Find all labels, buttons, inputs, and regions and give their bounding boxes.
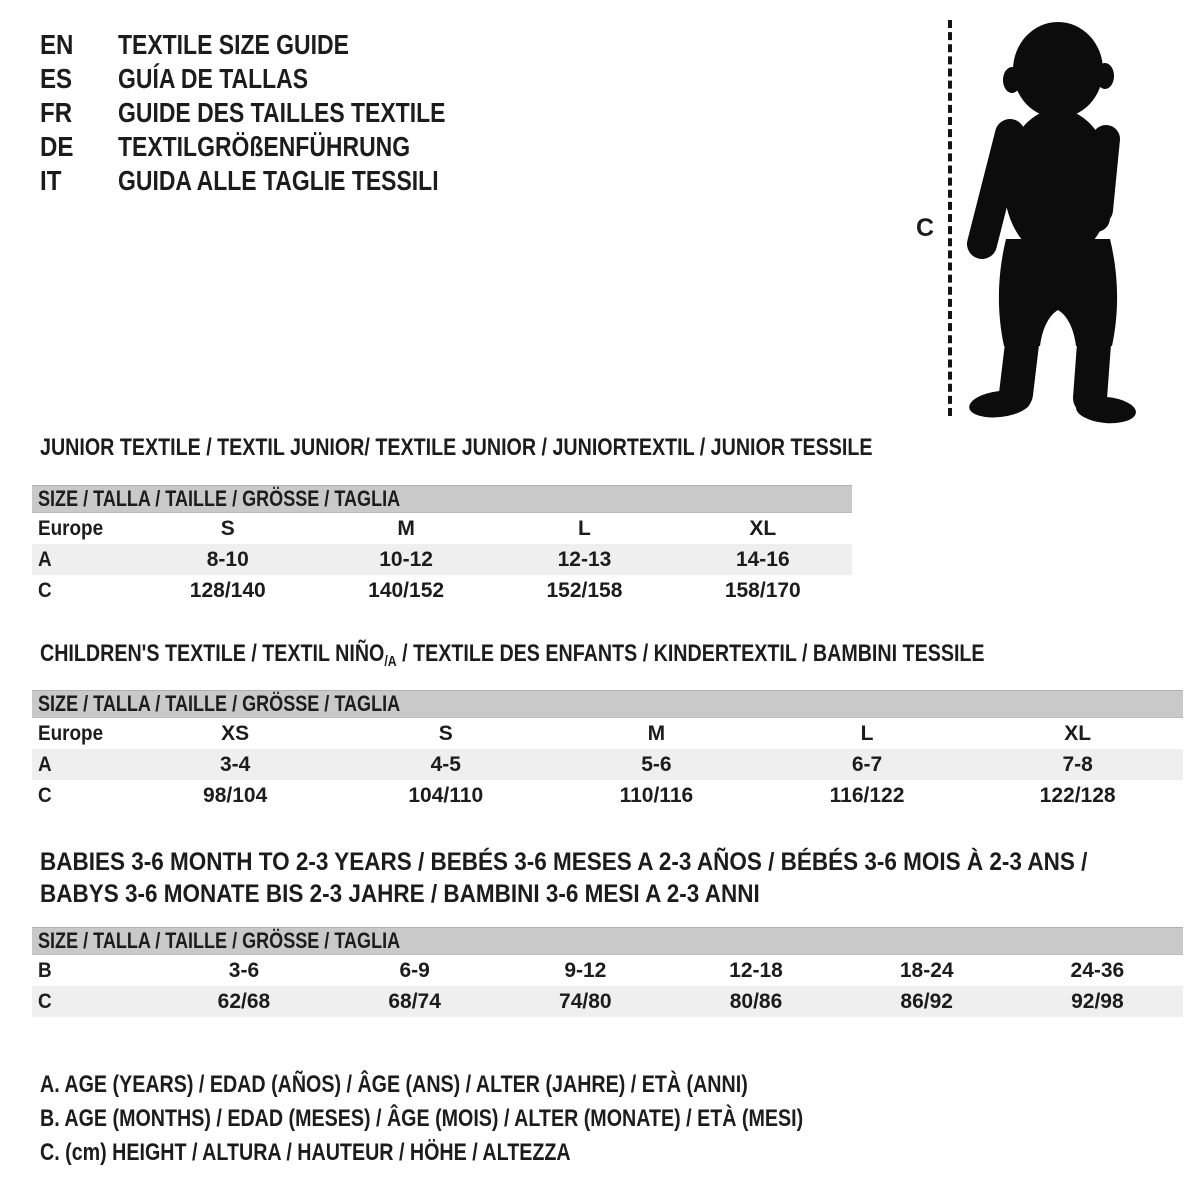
nino-a-subscript: /A bbox=[384, 653, 397, 670]
size-value: L bbox=[860, 721, 874, 745]
lang-row-en bbox=[40, 28, 517, 62]
children-section-title: CHILDREN'S TEXTILE / TEXTIL $NIÑO_{/A}$ / TEXTILE DES ENFANTS / KINDERTEXTIL / BAMBINI TESSILE bbox=[40, 640, 985, 670]
size-value: XL bbox=[1064, 721, 1092, 745]
lang-code-it: IT bbox=[40, 165, 62, 196]
age-value: 6-7 bbox=[851, 752, 883, 776]
guide-title-it: GUIDA ALLE TAGLIE TESSILI bbox=[118, 165, 439, 196]
babies-size-header-bar: SIZE / TALLA / TAILLE / GRÖSSE / TAGLIA bbox=[32, 927, 1183, 955]
age-value: 10-12 bbox=[379, 547, 433, 571]
height-value: 122/128 bbox=[1039, 783, 1116, 807]
age-value: 3-4 bbox=[219, 752, 251, 776]
toddler-silhouette-icon bbox=[956, 14, 1142, 426]
table-row-babies-months bbox=[32, 955, 1183, 986]
junior-size-table bbox=[32, 485, 852, 606]
table-row-children-height bbox=[32, 780, 1183, 811]
height-value: 116/122 bbox=[829, 783, 905, 807]
age-value: 9-12 bbox=[564, 958, 607, 982]
table-row-junior-height bbox=[32, 575, 852, 606]
age-value: 3-6 bbox=[228, 958, 260, 982]
height-value: 68/74 bbox=[388, 989, 441, 1013]
age-value: 18-24 bbox=[899, 958, 954, 982]
row-label: Europe bbox=[38, 516, 104, 540]
lang-row-de bbox=[40, 130, 517, 164]
legend bbox=[40, 1068, 971, 1170]
lang-row-it bbox=[40, 164, 517, 198]
row-label: B bbox=[38, 958, 52, 982]
height-value: 92/98 bbox=[1071, 989, 1124, 1013]
height-value: 86/92 bbox=[900, 989, 953, 1013]
babies-size-table bbox=[32, 927, 1183, 1017]
children-size-table bbox=[32, 690, 1183, 811]
height-value: 140/152 bbox=[368, 578, 445, 602]
guide-title-de: TEXTILGRÖßENFÜHRUNG bbox=[118, 131, 411, 162]
babies-section-title-line2: BABYS 3-6 MONATE BIS 2-3 JAHRE / BAMBINI 3-6 MESI A 2-3 ANNI bbox=[40, 880, 760, 908]
height-value: 158/170 bbox=[724, 578, 801, 602]
age-value: 7-8 bbox=[1062, 752, 1093, 776]
row-label: C bbox=[38, 783, 52, 807]
height-value: 74/80 bbox=[559, 989, 612, 1013]
age-value: 12-18 bbox=[729, 958, 783, 982]
row-label: Europe bbox=[38, 721, 104, 745]
table-row-junior-europe bbox=[32, 513, 852, 544]
height-measure-label: C bbox=[915, 214, 935, 242]
lang-code-es: ES bbox=[40, 63, 73, 94]
height-value: 98/104 bbox=[203, 783, 268, 807]
table-row-babies-height bbox=[32, 986, 1183, 1017]
height-value: 110/116 bbox=[619, 783, 694, 807]
size-value: L bbox=[578, 516, 591, 540]
legend-line-a: A. AGE (YEARS) / EDAD (AÑOS) / ÂGE (ANS) / ALTER (JAHRE) / ETÀ (ANNI) bbox=[40, 1071, 748, 1098]
age-value: 8-10 bbox=[206, 547, 249, 571]
table-row-children-age bbox=[32, 749, 1183, 780]
babies-section-title: BABIES 3-6 MONTH TO 2-3 YEARS / BEBÉS 3-6 MESES A 2-3 AÑOS / BÉBÉS 3-6 MOIS À 2-3 ANS / bbox=[40, 848, 1088, 876]
height-value: 128/140 bbox=[189, 578, 266, 602]
size-value: XS bbox=[221, 721, 250, 745]
size-value: S bbox=[438, 721, 453, 745]
lang-row-es bbox=[40, 62, 517, 96]
table-row-junior-age bbox=[32, 544, 852, 575]
age-value: 24-36 bbox=[1070, 958, 1125, 982]
junior-size-header-bar: SIZE / TALLA / TAILLE / GRÖSSE / TAGLIA bbox=[32, 485, 852, 513]
children-size-header-bar: SIZE / TALLA / TAILLE / GRÖSSE / TAGLIA bbox=[32, 690, 1183, 718]
lang-code-fr: FR bbox=[40, 97, 73, 128]
row-label: A bbox=[38, 547, 52, 571]
age-value: 12-13 bbox=[557, 547, 612, 571]
height-value: 62/68 bbox=[217, 989, 271, 1013]
row-label: C bbox=[38, 578, 52, 602]
size-value: S bbox=[220, 516, 235, 540]
height-value: 80/86 bbox=[729, 989, 783, 1013]
height-dashed-line bbox=[948, 20, 952, 416]
language-title-list bbox=[40, 28, 517, 198]
guide-title-es: GUÍA DE TALLAS bbox=[118, 63, 309, 94]
size-value: M bbox=[647, 721, 666, 745]
age-value: 5-6 bbox=[641, 752, 672, 776]
junior-section-title: JUNIOR TEXTILE / TEXTIL JUNIOR/ TEXTILE JUNIOR / JUNIORTEXTIL / JUNIOR TESSILE bbox=[40, 434, 873, 461]
guide-title-fr: GUIDE DES TAILLES TEXTILE bbox=[118, 97, 446, 128]
table-row-children-europe bbox=[32, 718, 1183, 749]
age-value: 6-9 bbox=[399, 958, 430, 982]
row-label: C bbox=[38, 989, 52, 1013]
age-value: 14-16 bbox=[735, 547, 790, 571]
lang-row-fr bbox=[40, 96, 517, 130]
lang-code-en: EN bbox=[40, 29, 74, 60]
legend-line-b: B. AGE (MONTHS) / EDAD (MESES) / ÂGE (MOIS) / ALTER (MONATE) / ETÀ (MESI) bbox=[40, 1105, 804, 1132]
row-label: A bbox=[38, 752, 52, 776]
height-value: 152/158 bbox=[546, 578, 623, 602]
age-value: 4-5 bbox=[430, 752, 461, 776]
size-value: M bbox=[397, 516, 415, 540]
size-value: XL bbox=[749, 516, 777, 540]
legend-line-c: C. (cm) HEIGHT / ALTURA / HAUTEUR / HÖHE / ALTEZZA bbox=[40, 1139, 571, 1166]
lang-code-de: DE bbox=[40, 131, 74, 162]
height-value: 104/110 bbox=[408, 783, 484, 807]
guide-title-en: TEXTILE SIZE GUIDE bbox=[118, 29, 349, 60]
